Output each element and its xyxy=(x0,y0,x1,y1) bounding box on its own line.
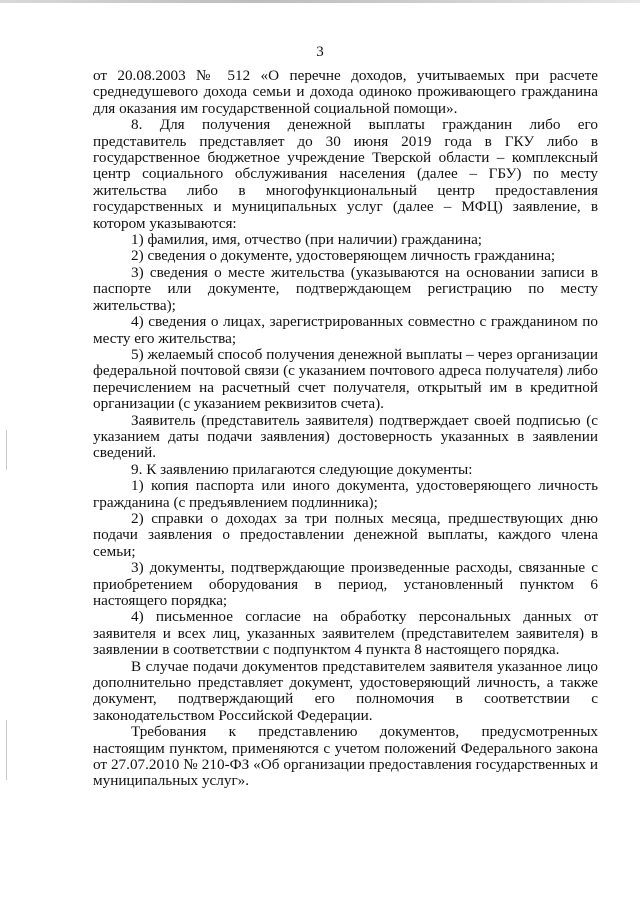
list-item: 3) документы, подтверждающие произведенные расходы, связанные с приобретением оборудования в период, установленный пунктом 6 настоящего порядка; xyxy=(93,559,598,609)
list-item: 1) копия паспорта или иного документа, удостоверяющего личность гражданина (с предъявлением подлинника); xyxy=(93,477,598,511)
scan-margin-mark xyxy=(6,430,7,470)
list-item: 5) желаемый способ получения денежной выплаты – через организации федеральной почтовой связи (с указанием почтового адреса получателя) либо перечислением на расчетный счет получателя, открытый им в кредитной организации (с указанием реквизитов счета). xyxy=(93,345,598,413)
list-item: 3) сведения о месте жительства (указываются на основании записи в паспорте или документе, подтверждающем регистрацию по месту жительства); xyxy=(93,263,598,314)
scan-margin-mark xyxy=(6,720,7,780)
scan-edge xyxy=(0,0,640,3)
page-number: 3 xyxy=(316,44,324,60)
list-item: 1) фамилия, имя, отчество (при наличии) гражданина; xyxy=(131,231,483,249)
paragraph: Требования к представлению документов, предусмотренных настоящим пунктом, применяются с учетом положений Федерального закона от 27.07.2010 № 210-ФЗ «Об организации предоставления государственных и муниципальных услуг». xyxy=(93,723,598,790)
list-item: 2) справки о доходах за три полных месяца, предшествующих дню подачи заявления о предоставлении денежной выплаты, каждого члена семьи; xyxy=(93,509,598,560)
list-item: 4) письменное согласие на обработку персональных данных от заявителя и всех лиц, указанных заявителем (представителем заявителя) в заявлении в соответствии с подпунктом 4 пункта 8 настоящего порядка. xyxy=(93,608,598,659)
paragraph: 8. Для получения денежной выплаты гражданин либо его представитель представляет до 30 июня 2019 года в ГКУ либо в государственное бюджетное учреждение Тверской области – комплексный центр социального обслуживания населения (далее – ГБУ) по месту жительства либо в многофункциональный центр предоставления государственных и муниципальных услуг (далее – МФЦ) заявление, в котором указываются: xyxy=(93,116,598,232)
list-item: 4) сведения о лицах, зарегистрированных совместно с гражданином по месту его жительства; xyxy=(93,313,598,347)
paragraph: от 20.08.2003 № 512 «О перечне доходов, учитываемых при расчете среднедушевого дохода семьи и дохода одиноко проживающего гражданина для оказания им государственной социальной помощи». xyxy=(93,67,598,117)
paragraph: В случае подачи документов представителем заявителя указанное лицо дополнительно представляет документ, удостоверяющий личность, а также документ, подтверждающий его полномочия в соответствии с законодательством Российской Федерации. xyxy=(93,657,598,724)
document-body xyxy=(93,68,598,790)
paragraph: 9. К заявлению прилагаются следующие документы: xyxy=(131,460,473,478)
list-item: 2) сведения о документе, удостоверяющем личность гражданина; xyxy=(131,247,556,265)
paragraph: Заявитель (представитель заявителя) подтверждает своей подписью (с указанием даты подачи заявления) достоверность указанных в заявлении сведений. xyxy=(93,411,598,462)
